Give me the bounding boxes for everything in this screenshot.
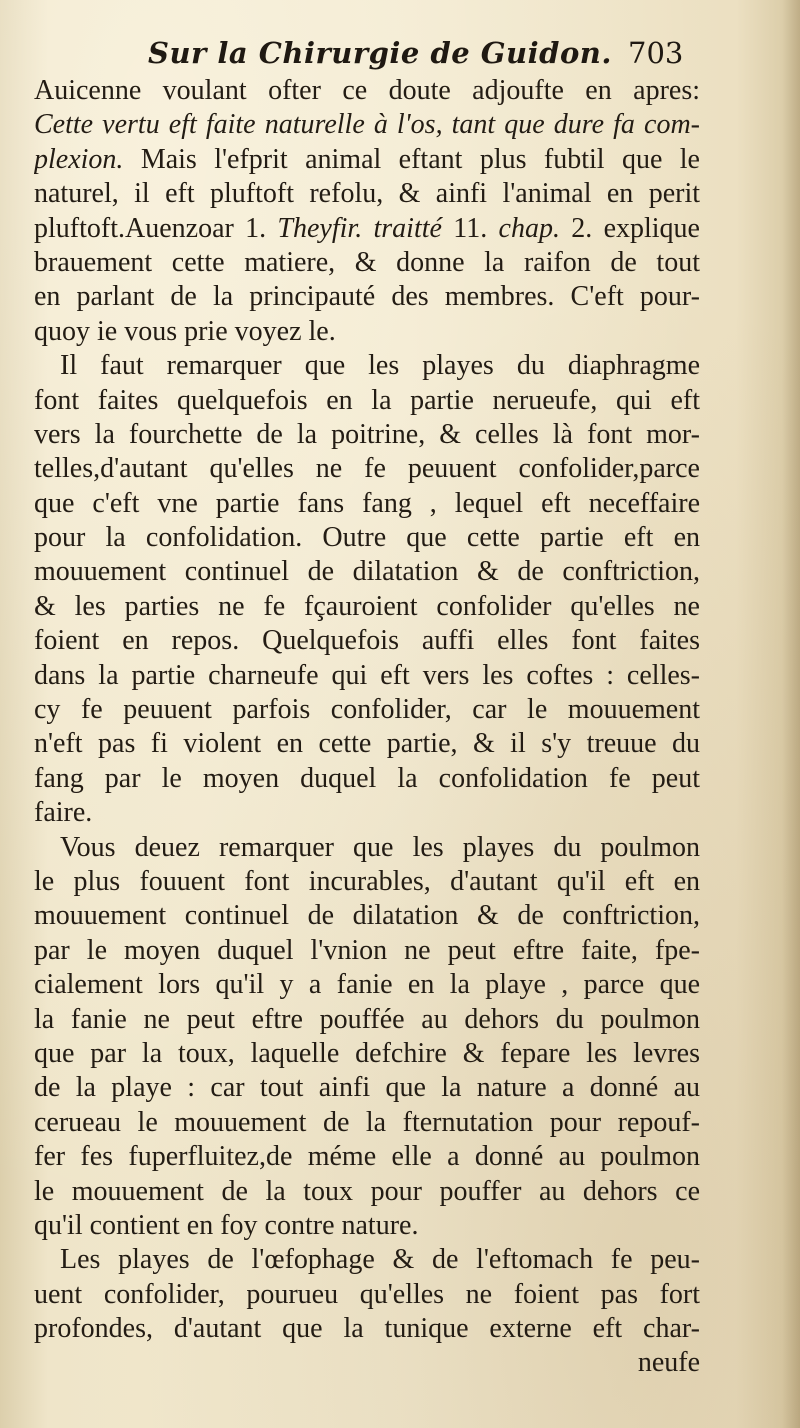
- running-title: Sur la Chirurgie de Guidon.: [148, 36, 612, 70]
- text-line: profondes, d'autant que la tunique externe eft char-: [34, 1313, 700, 1345]
- text-line: foient en repos. Quelquefois auffi elles font faites: [34, 625, 700, 657]
- text-line: font faites quelquefois en la partie nerueufe, qui eft: [34, 384, 700, 416]
- paragraph-start-line: Les playes de l'œfophage & de l'eftomach fe peu-: [60, 1244, 700, 1276]
- text-line: vers la fourchette de la poitrine, & celles là font mor-: [34, 418, 700, 450]
- page-number: 703: [628, 36, 684, 70]
- text-line: fang par le moyen duquel la confolidation fe peut: [34, 762, 700, 794]
- text-line: fer fes fuperfluitez,de méme elle a donné au poulmon: [34, 1141, 700, 1173]
- text-line: naturel, il eft pluftoft refolu, & ainfi l'animal en perit: [34, 178, 700, 210]
- text-run: Mais l'efprit animal eftant plus fubtil que le: [123, 143, 700, 175]
- text-line: cy fe peuuent parfois confolider, car le mouuement: [34, 694, 700, 726]
- text-line: Auicenne voulant ofter ce doute adjoufte en apres:: [34, 75, 700, 106]
- text-line: brauement cette matiere, & donne la raifon de tout: [34, 246, 700, 278]
- text-line: la fanie ne peut eftre pouffée au dehors du poulmon: [34, 1003, 700, 1035]
- text-line: [34, 143, 700, 177]
- text-line: que par la toux, laquelle defchire & fepare les levres: [34, 1037, 700, 1069]
- text-line: n'eft pas fi violent en cette partie, & il s'y treuue du: [34, 728, 700, 760]
- text-line: Cette vertu eft faite naturelle à l'os, tant que dure fa com-: [34, 109, 700, 141]
- text-line: cerueau le mouuement de la fternutation pour repouf-: [34, 1106, 700, 1138]
- text-line: par le moyen duquel l'vnion ne peut eftre faite, fpe-: [34, 934, 700, 966]
- text-line: en parlant de la principauté des membres. C'eft pour-: [34, 281, 700, 313]
- text-line: mouuement continuel de dilatation & de conftriction,: [34, 900, 700, 932]
- text-line: quoy ie vous prie voyez le.: [34, 315, 336, 347]
- paragraph-start-line: Vous deuez remarquer que les playes du poulmon: [60, 831, 700, 863]
- text-line: que c'eft vne partie fans fang , lequel eft neceffaire: [34, 487, 700, 519]
- text-line: qu'il contient en foy contre nature.: [34, 1209, 419, 1241]
- catchword: neufe: [637, 1347, 700, 1379]
- text-line: dans la partie charneufe qui eft vers les coftes : celles-: [34, 659, 700, 691]
- text-line: faire.: [34, 797, 93, 829]
- text-run: 2. explique: [559, 212, 700, 244]
- text-line: & les parties ne fe fçauroient confolider qu'elles ne: [34, 590, 700, 622]
- text-line: cialement lors qu'il y a fanie en la playe , parce que: [34, 969, 700, 1001]
- text-line: [34, 212, 700, 246]
- italic-run: plexion.: [34, 143, 124, 175]
- text-run: pluftoft.Auenzoar 1.: [34, 212, 278, 244]
- text-line: de la playe : car tout ainfi que la nature a donné au: [34, 1072, 700, 1104]
- text-line: uent confolider, pourueu qu'elles ne foient pas fort: [34, 1278, 700, 1310]
- text-line: le plus fouuent font incurables, d'autant qu'il eft en: [34, 865, 700, 897]
- body-text: [34, 74, 700, 1381]
- text-line: telles,d'autant qu'elles ne fe peuuent confolider,parce: [34, 453, 700, 485]
- italic-run: chap.: [498, 212, 560, 244]
- text-line: mouuement continuel de dilatation & de conftriction,: [34, 556, 700, 588]
- text-line: le mouuement de la toux pour pouffer au dehors ce: [34, 1175, 700, 1207]
- text-run: 11.: [441, 212, 499, 244]
- page-gutter-shadow: [782, 0, 800, 1428]
- text-line: pour la confolidation. Outre que cette partie eft en: [34, 522, 700, 554]
- page-header: [0, 30, 800, 80]
- paragraph-start-line: Il faut remarquer que les playes du diaphragme: [60, 350, 700, 382]
- italic-run: Theyfir. traitté: [277, 212, 442, 244]
